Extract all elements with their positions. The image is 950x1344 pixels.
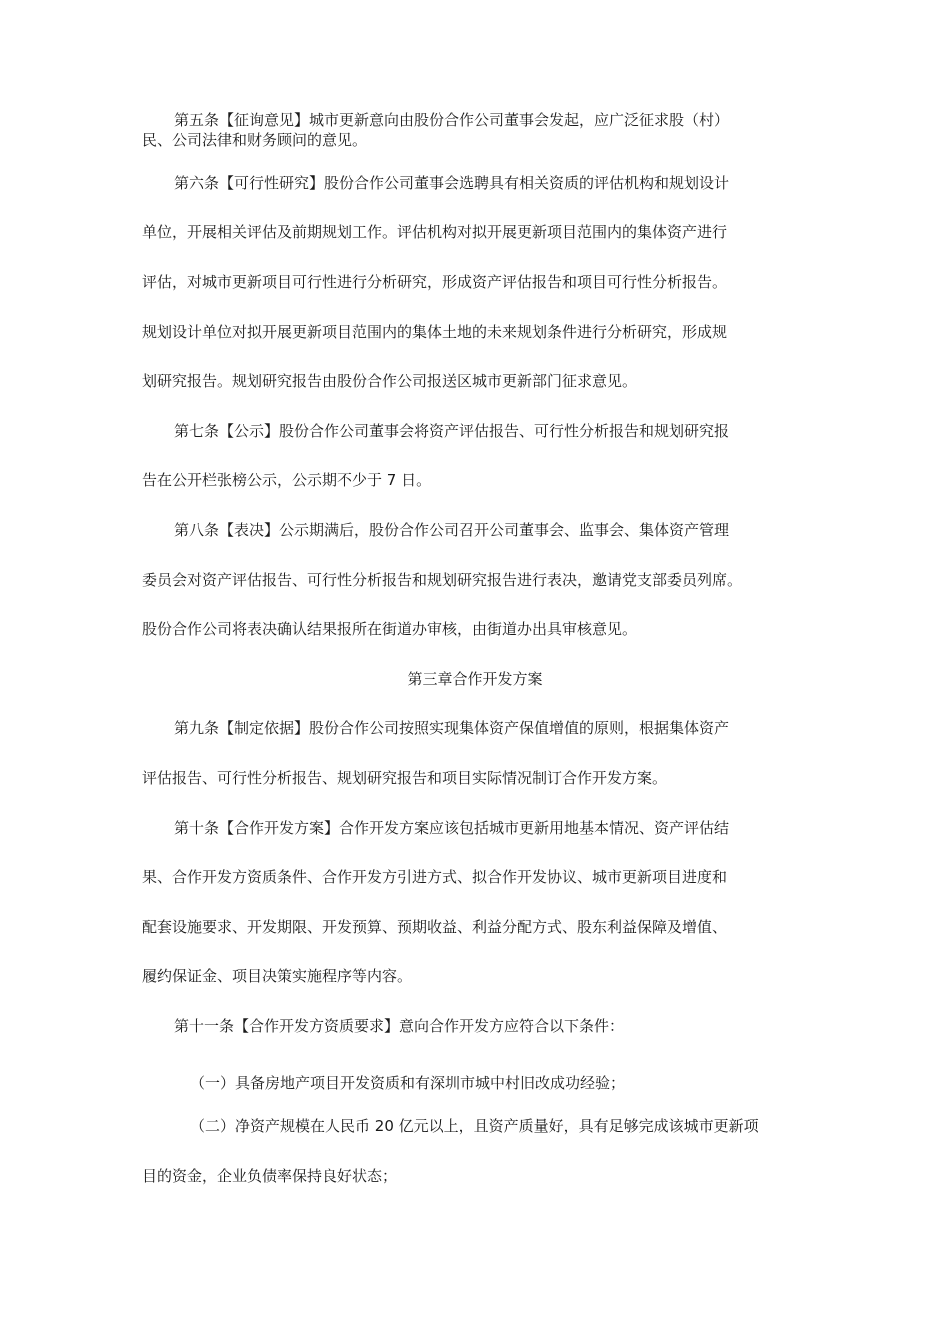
article-5-line-2: 民、公司法律和财务顾问的意见。 — [142, 131, 368, 149]
chapter-3-heading: 第三章合作开发方案 — [407, 670, 543, 688]
condition-1: （一）具备房地产项目开发资质和有深圳市城中村旧改成功经验； — [190, 1074, 626, 1092]
article-8-line-1: 第八条【表决】公示期满后，股份合作公司召开公司董事会、监事会、集体资产管理 — [174, 521, 730, 539]
article-6-line-4: 规划设计单位对拟开展更新项目范围内的集体土地的未来规划条件进行分析研究，形成规 — [142, 323, 728, 341]
article-7-line-1: 第七条【公示】股份合作公司董事会将资产评估报告、可行性分析报告和规划研究报 — [174, 422, 730, 440]
article-5-line-1: 第五条【征询意见】城市更新意向由股份合作公司董事会发起，应广泛征求股（村） — [174, 111, 730, 129]
article-6-line-3: 评估，对城市更新项目可行性进行分析研究，形成资产评估报告和项目可行性分析报告。 — [142, 273, 728, 291]
article-7-line-2: 告在公开栏张榜公示，公示期不少于 7 日。 — [142, 471, 432, 489]
article-8-line-3: 股份合作公司将表决确认结果报所在街道办审核，由街道办出具审核意见。 — [142, 620, 638, 638]
article-9-line-2: 评估报告、可行性分析报告、规划研究报告和项目实际情况制订合作开发方案。 — [142, 769, 668, 787]
article-8-line-2: 委员会对资产评估报告、可行性分析报告和规划研究报告进行表决，邀请党支部委员列席。 — [142, 571, 743, 589]
article-10-line-3: 配套设施要求、开发期限、开发预算、预期收益、利益分配方式、股东利益保障及增值、 — [142, 918, 728, 936]
article-6-line-2: 单位，开展相关评估及前期规划工作。评估机构对拟开展更新项目范围内的集体资产进行 — [142, 223, 728, 241]
condition-2-line-1: （二）净资产规模在人民币 20 亿元以上，且资产质量好，具有足够完成该城市更新项 — [190, 1117, 759, 1135]
article-10-line-1: 第十条【合作开发方案】合作开发方案应该包括城市更新用地基本情况、资产评估结 — [174, 819, 730, 837]
article-11-line-1: 第十一条【合作开发方资质要求】意向合作开发方应符合以下条件： — [174, 1017, 625, 1035]
article-10-line-2: 果、合作开发方资质条件、合作开发方引进方式、拟合作开发协议、城市更新项目进度和 — [142, 868, 728, 886]
article-10-line-4: 履约保证金、项目决策实施程序等内容。 — [142, 967, 413, 985]
condition-2-line-2: 目的资金，企业负债率保持良好状态； — [142, 1167, 398, 1185]
article-6-line-5: 划研究报告。规划研究报告由股份合作公司报送区城市更新部门征求意见。 — [142, 372, 638, 390]
article-6-line-1: 第六条【可行性研究】股份合作公司董事会选聘具有相关资质的评估机构和规划设计 — [174, 174, 730, 192]
article-9-line-1: 第九条【制定依据】股份合作公司按照实现集体资产保值增值的原则，根据集体资产 — [174, 719, 730, 737]
